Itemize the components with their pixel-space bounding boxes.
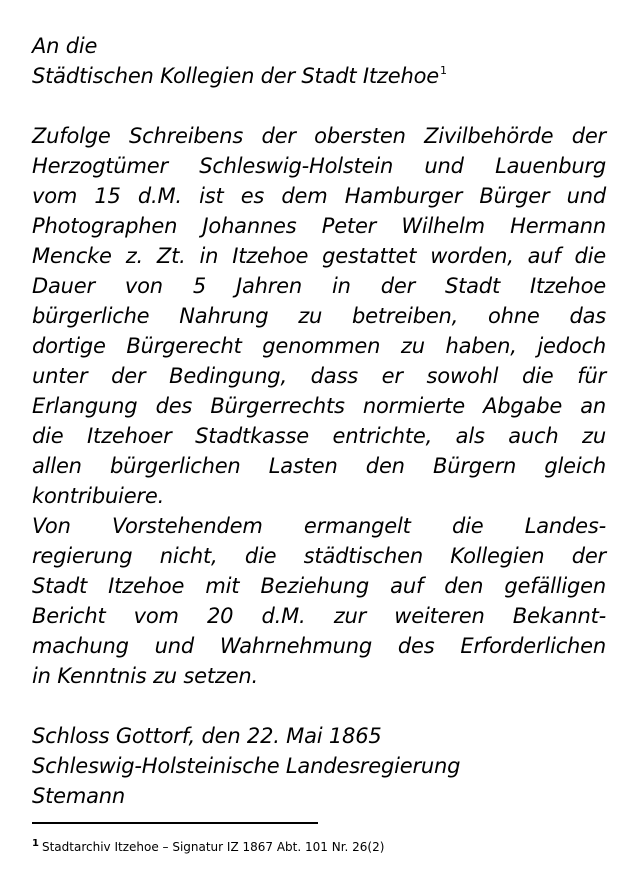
- paragraph-1-last-line: kontribuiere.: [32, 484, 165, 508]
- footnote: [32, 836, 384, 855]
- paragraph-1-line: Photographen Johannes Peter Wilhelm Hermann: [32, 214, 606, 238]
- paragraph-1: [32, 121, 606, 511]
- paragraph-1-line: Herzogtümer Schleswig-Holstein und Lauenburg: [32, 154, 606, 178]
- address-block: [32, 31, 606, 91]
- paragraph-2-line: regierung nicht, die städtischen Kollegien der: [32, 544, 606, 568]
- paragraph-1-line: Mencke z. Zt. in Itzehoe gestattet worden, auf die: [32, 244, 606, 268]
- footnote-number: 1: [32, 838, 39, 849]
- place-date: Schloss Gottorf, den 22. Mai 1865: [32, 724, 382, 748]
- paragraph-2-line: Stadt Itzehoe mit Beziehung auf den gefälligen: [32, 574, 606, 598]
- footnote-text: Stadtarchiv Itzehoe – Signatur IZ 1867 Abt. 101 Nr. 26(2): [41, 840, 385, 854]
- address-recipient: Städtischen Kollegien der Stadt Itzehoe: [32, 64, 439, 88]
- paragraph-1-line: Zufolge Schreibens der obersten Zivilbehörde der: [32, 124, 606, 148]
- paragraph-1-line: Dauer von 5 Jahren in der Stadt Itzehoe: [32, 274, 606, 298]
- paragraph-1-line: allen bürgerlichen Lasten den Bürgern gleich: [32, 454, 606, 478]
- paragraph-1-line: unter der Bedingung, dass er sowohl die für: [32, 364, 606, 388]
- paragraph-1-line: vom 15 d.M. ist es dem Hamburger Bürger und: [32, 184, 606, 208]
- address-line-1: An die: [32, 34, 98, 58]
- address-line-2: [32, 61, 606, 91]
- footnote-reference[interactable]: 1: [439, 64, 447, 77]
- paragraph-2-line: Von Vorstehendem ermangelt die Landes-: [32, 514, 606, 538]
- footnote-divider: [32, 822, 318, 824]
- paragraph-1-line: Erlangung des Bürgerrechts normierte Abgabe an: [32, 394, 606, 418]
- paragraph-2: [32, 511, 606, 691]
- paragraph-1-line: dortige Bürgerecht genommen zu haben, jedoch: [32, 334, 606, 358]
- signatory: Stemann: [32, 784, 126, 808]
- paragraph-2-line: machung und Wahrnehmung des Erforderlichen: [32, 634, 606, 658]
- paragraph-2-last-line: in Kenntnis zu setzen.: [32, 664, 259, 688]
- paragraph-1-line: die Itzehoer Stadtkasse entrichte, als auch zu: [32, 424, 606, 448]
- issuing-authority: Schleswig-Holsteinische Landesregierung: [32, 754, 461, 778]
- paragraph-2-line: Bericht vom 20 d.M. zur weiteren Bekannt-: [32, 604, 606, 628]
- paragraph-1-line: bürgerliche Nahrung zu betreiben, ohne das: [32, 304, 606, 328]
- closing-block: [32, 721, 606, 811]
